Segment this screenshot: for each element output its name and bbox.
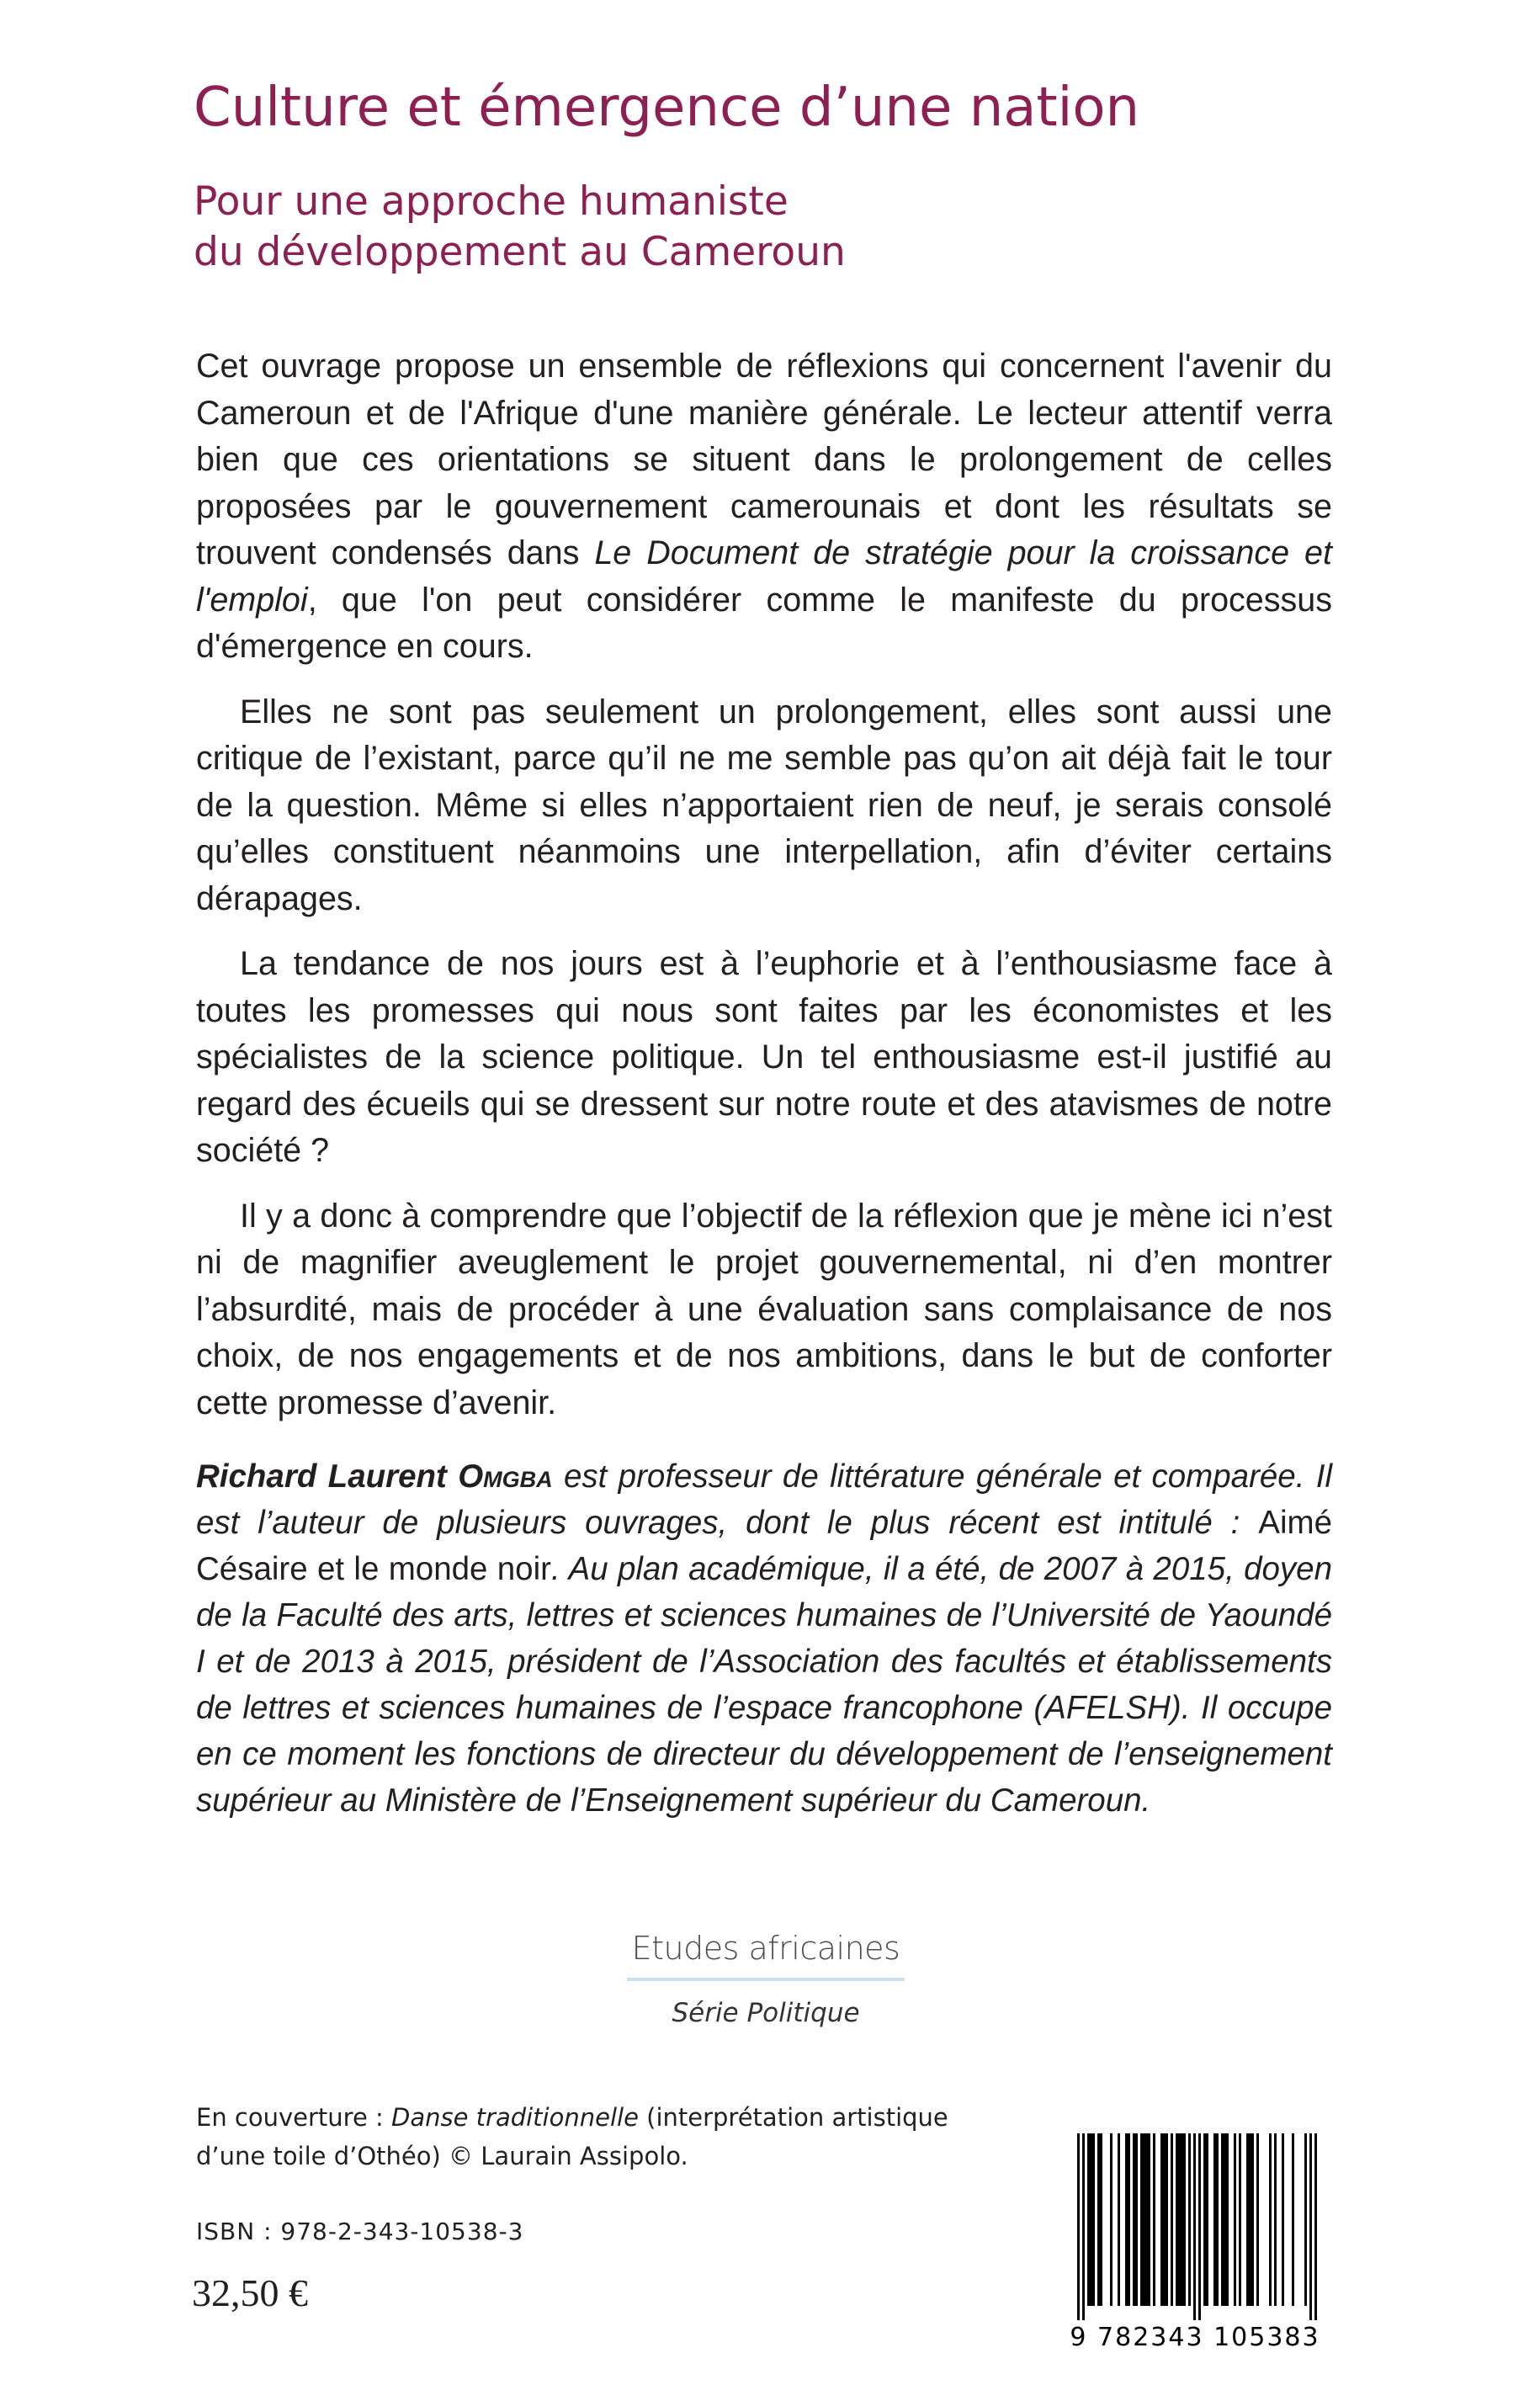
blurb-paragraph-4: Il y a donc à comprendre que l’objectif de la réflexion que je mène ici n’est ni de magnifier aveuglement le projet gouvernemental, ni d’en montrer l’absurdité, mais de procéder à une évaluation sans complaisance de nos choix, de nos engagements et de nos ambitions, dans le but de conforter cette promesse d’avenir. [196, 1197, 1332, 1421]
barcode-bar [1090, 2133, 1092, 2306]
barcode-bar [1133, 2133, 1135, 2306]
barcode-bar [1239, 2133, 1241, 2306]
barcode-bar [1087, 2133, 1090, 2306]
barcode-bar [1224, 2133, 1226, 2306]
barcode-bar [1092, 2133, 1095, 2306]
document-title: Le Document de stratégie pour la croissance et l'emploi [196, 534, 1332, 619]
book-subtitle [194, 177, 846, 278]
barcode-bar [1135, 2133, 1138, 2306]
barcode-bar [1178, 2133, 1181, 2306]
barcode-bar [1221, 2133, 1224, 2306]
barcode-bar [1256, 2133, 1259, 2306]
barcode-bar [1125, 2133, 1128, 2306]
subtitle-line-1: Pour une approche humaniste [194, 178, 789, 225]
barcode-bar [1309, 2133, 1312, 2320]
cover-credits: En couverture : Danse traditionnelle (interprétation artistique d’une toile d’Othéo) © Laurain Assipolo. [196, 2103, 948, 2170]
barcode-bar [1314, 2133, 1317, 2320]
barcode-bar [1213, 2133, 1216, 2306]
barcode-bar [1274, 2133, 1277, 2306]
barcode-bar [1140, 2133, 1143, 2306]
barcode-bar [1110, 2133, 1113, 2306]
barcode-bar [1143, 2133, 1145, 2306]
barcode-bar [1251, 2133, 1254, 2306]
series-subtitle: Série Politique [672, 1998, 860, 2028]
barcode-bar [1292, 2133, 1294, 2306]
barcode-bar [1269, 2133, 1272, 2306]
barcode-digits: 9 782343 105383 [1070, 2323, 1320, 2352]
barcode-bar [1304, 2133, 1307, 2306]
barcode-bar [1128, 2133, 1130, 2306]
barcode [1067, 2133, 1323, 2356]
barcode-bar [1188, 2133, 1191, 2306]
barcode-bar [1246, 2133, 1249, 2306]
barcode-bar [1160, 2133, 1163, 2306]
series-divider [627, 1978, 905, 1981]
barcode-bar [1176, 2133, 1178, 2306]
author-bio: Richard Laurent Omgba est professeur de littérature générale et comparée. Il est l’auteur de plusieurs ouvrages, dont le plus récent est intitulé : Aimé Césaire et le monde noir. Au plan académique, il a été, de 2007 à 2015, doyen de la Faculté des arts, lettres et sciences humaines de l’Université de Yaoundé I et de 2013 à 2015, président de l’Association des facultés et établissements de lettres et sciences humaines de l’espace francophone (AFELSH). Il occupe en ce moment les fonctions de directeur du développement de l’enseignement supérieur au Ministère de l’Enseignement supérieur du Cameroun. [196, 1458, 1332, 1819]
blurb-paragraph-1: Cet ouvrage propose un ensemble de réflexions qui concernent l'avenir du Cameroun et de l'Afrique d'une manière générale. Le lecteur attentif verra bien que ces orientations se situent dans le prolongement de celles proposées par le gouvernement camerounais et dont les résultats se trouvent condensés dans Le Document de stratégie pour la croissance et l'emploi, que l'on peut considérer comme le manifeste du processus d'émergence en cours. [196, 348, 1332, 665]
barcode-bar [1198, 2133, 1201, 2320]
barcode-bar [1163, 2133, 1166, 2306]
barcode-bar [1145, 2133, 1148, 2306]
barcode-bar [1226, 2133, 1229, 2306]
barcode-bar [1100, 2133, 1102, 2306]
artwork-title: Danse traditionnelle [391, 2103, 639, 2132]
barcode-bar [1203, 2133, 1206, 2306]
barcode-bar [1148, 2133, 1150, 2306]
series-logo [627, 1927, 905, 2030]
book-title: Culture et émergence d’une nation [194, 77, 1140, 139]
blurb [196, 343, 1332, 1426]
barcode-bar [1282, 2133, 1284, 2306]
barcode-bar [1166, 2133, 1168, 2306]
blurb-paragraph-2: Elles ne sont pas seulement un prolongement, elles sont aussi une critique de l’existant, parce qu’il ne me semble pas qu’on ait déjà fait le tour de la question. Même si elles n’apportaient rien de neuf, je serais consolé qu’elles constituent néanmoins une interpellation, afin d’éviter certains dérapages. [196, 693, 1332, 917]
barcode-bar [1118, 2133, 1120, 2306]
subtitle-line-2: du développement au Cameroun [194, 229, 846, 275]
barcode-bar [1183, 2133, 1186, 2306]
barcode-bar [1181, 2133, 1183, 2306]
barcode-bars [1067, 2133, 1323, 2323]
barcode-bar [1077, 2133, 1080, 2320]
barcode-bar [1193, 2133, 1196, 2320]
barcode-bar [1153, 2133, 1155, 2306]
isbn: ISBN : 978-2-343-10538-3 [196, 2218, 524, 2245]
barcode-bar [1097, 2133, 1100, 2306]
series-name: Etudes africaines [631, 1930, 900, 1967]
barcode-bar [1082, 2133, 1085, 2320]
barcode-bar [1249, 2133, 1251, 2306]
blurb-paragraph-3: La tendance de nos jours est à l’euphorie et à l’enthousiasme face à toutes les promesses qui nous sont faites par les économistes et les spécialistes de la science politique. Un tel enthousiasme est-il justifié au regard des écueils qui se dressent sur notre route et des atavismes de notre société ? [196, 945, 1332, 1169]
barcode-bar [1216, 2133, 1219, 2306]
author-name: Richard Laurent Omgba [196, 1458, 553, 1495]
cited-book-title: Aimé Césaire et le monde noir [196, 1505, 1332, 1587]
barcode-bar [1234, 2133, 1236, 2306]
barcode-bar [1171, 2133, 1173, 2306]
barcode-bar [1206, 2133, 1208, 2306]
price: 32,50 € [192, 2271, 308, 2314]
